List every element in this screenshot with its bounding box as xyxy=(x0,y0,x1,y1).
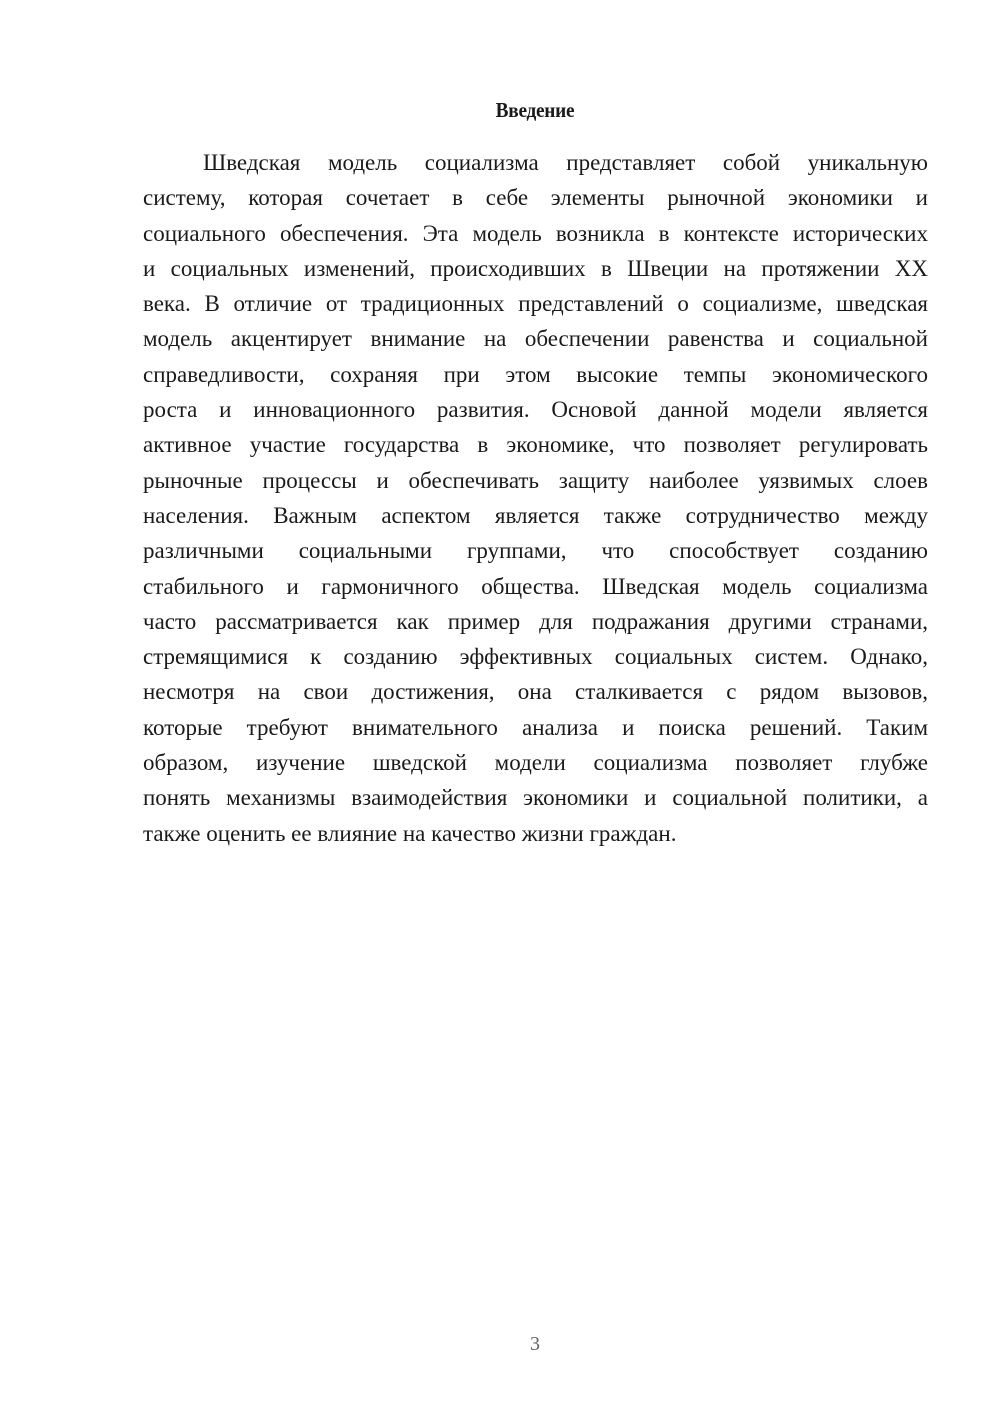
paragraph-line: справедливости, сохраняя при этом высокие темпы экономического xyxy=(143,361,928,387)
paragraph-line: социального обеспечения. Эта модель возникла в контексте исторических xyxy=(143,220,928,246)
paragraph-line: стабильного и гармоничного общества. Шведская модель социализма xyxy=(143,573,928,599)
paragraph-line: часто рассматривается как пример для подражания другими странами, xyxy=(143,608,928,634)
paragraph-line: понять механизмы взаимодействия экономики и социальной политики, а xyxy=(143,785,928,811)
paragraph-line: и социальных изменений, происходивших в Швеции на протяжении XX xyxy=(143,255,928,281)
paragraph-line: активное участие государства в экономике, что позволяет регулировать xyxy=(143,432,928,458)
paragraph-line: роста и инновационного развития. Основой данной модели является xyxy=(143,397,928,423)
paragraph-line: Шведская модель социализма представляет собой уникальную xyxy=(203,150,928,175)
page-number: 3 xyxy=(530,1333,540,1355)
paragraph-line: которые требуют внимательного анализа и поиска решений. Таким xyxy=(143,714,928,740)
paragraph-line: века. В отличие от традиционных представлений о социализме, шведская xyxy=(143,291,928,317)
paragraph-line: систему, которая сочетает в себе элементы рыночной экономики и xyxy=(143,185,928,211)
paragraph-line: различными социальными группами, что способствует созданию xyxy=(143,538,928,564)
paragraph-line: стремящимися к созданию эффективных социальных систем. Однако, xyxy=(143,644,928,670)
introduction-paragraph xyxy=(143,145,928,851)
section-title: Введение xyxy=(495,98,575,122)
paragraph-line: также оценить ее влияние на качество жизни граждан. xyxy=(143,820,677,846)
paragraph-line: населения. Важным аспектом является также сотрудничество между xyxy=(143,502,928,528)
paragraph-line: модель акцентирует внимание на обеспечении равенства и социальной xyxy=(143,326,928,352)
paragraph-line: несмотря на свои достижения, она сталкивается с рядом вызовов, xyxy=(143,679,928,705)
paragraph-line: образом, изучение шведской модели социализма позволяет глубже xyxy=(143,750,928,776)
paragraph-line: рыночные процессы и обеспечивать защиту наиболее уязвимых слоев xyxy=(143,467,928,493)
